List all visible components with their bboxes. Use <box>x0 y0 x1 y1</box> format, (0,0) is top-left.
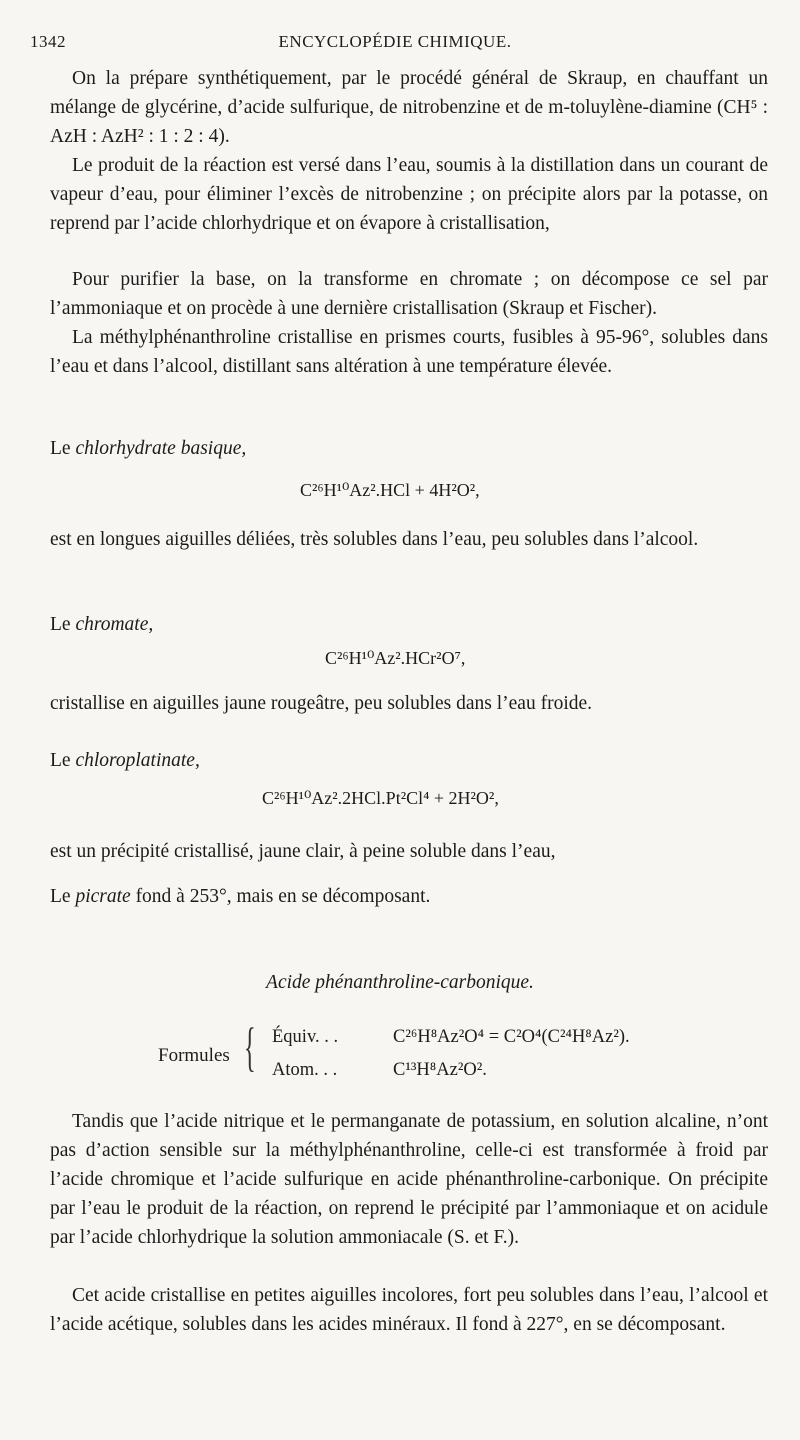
chloroplatinate-label: Le chloroplatinate, <box>50 750 200 771</box>
paragraph-purification: Pour purifier la base, on la transforme en chromate ; on décompose ce sel par l’ammoniaque et on procède à une dernière cristallisation (Skraup et Fischer). <box>50 269 768 319</box>
paragraph-properties: La méthylphénanthroline cristallise en prismes courts, fusibles à 95-96°, solubles dans l’eau et dans l’alcool, distillant sans altération à une température élevée. <box>50 327 768 377</box>
page-number: 1342 <box>30 32 66 51</box>
chromate-label: Le chromate, <box>50 614 154 635</box>
chloroplatinate-formula: C²⁶H¹⁰Az².2HCl.Pt²Cl⁴ + 2H²O², <box>262 788 499 808</box>
paragraph-oxidation: Tandis que l’acide nitrique et le permanganate de potassium, en solution alcaline, n’ont pas d’action sensible sur la méthylphénanthroline, celle-ci est transformée à froid par l’acide chromique et l’acide sulfurique en acide phénanthroline-carbonique. On précipite par l’eau le produit de la réaction, on reprend le précipité par l’ammoniaque et on acidule par l’acide chlorhydrique la solution ammoniacale (S. et F.). <box>50 1111 768 1248</box>
atom-label: Atom. . . <box>272 1060 338 1080</box>
chlorhydrate-formula: C²⁶H¹⁰Az².HCl + 4H²O², <box>300 480 480 500</box>
page-header <box>30 32 760 56</box>
atom-formula: C¹³H⁸Az²O². <box>393 1060 487 1080</box>
section-heading: Acide phénanthroline-carbonique. <box>266 972 534 993</box>
chlorhydrate-label: Le chlorhydrate basique, <box>50 438 247 459</box>
paragraph-acid-properties: Cet acide cristallise en petites aiguilles incolores, fort peu solubles dans l’eau, l’alcool et l’acide acétique, solubles dans les acides minéraux. Il fond à 227°, en se décomposant. <box>50 1285 768 1335</box>
chlorhydrate-description: est en longues aiguilles déliées, très solubles dans l’eau, peu solubles dans l’alcool. <box>50 529 699 550</box>
paragraph-synthesis: On la prépare synthétiquement, par le procédé général de Skraup, en chauffant un mélange de glycérine, d’acide sulfurique, de nitrobenzine et de m-toluylène-diamine (CH⁵ : AzH : AzH² : 1 : 2 : 4). <box>50 68 768 147</box>
picrate-line: Le picrate fond à 253°, mais en se décomposant. <box>50 886 431 907</box>
paragraph-reaction: Le produit de la réaction est versé dans l’eau, soumis à la distillation dans un courant de vapeur d’eau, pour éliminer l’excès de nitrobenzine ; on précipite alors par la potasse, on reprend par l’acide chlorhydrique et on évapore à cristallisation, <box>50 155 768 234</box>
chromate-description: cristallise en aiguilles jaune rougeâtre, peu solubles dans l’eau froide. <box>50 693 593 714</box>
formulas-label: Formules <box>158 1045 230 1066</box>
chromate-formula: C²⁶H¹⁰Az².HCr²O⁷, <box>325 648 466 668</box>
running-title: ENCYCLOPÉDIE CHIMIQUE. <box>278 32 512 51</box>
curly-brace-icon: { <box>244 1017 256 1077</box>
equiv-label: Équiv. . . <box>272 1027 339 1047</box>
equiv-formula: C²⁶H⁸Az²O⁴ = C²O⁴(C²⁴H⁸Az²). <box>393 1027 630 1047</box>
chloroplatinate-description: est un précipité cristallisé, jaune clair, à peine soluble dans l’eau, <box>50 841 556 862</box>
